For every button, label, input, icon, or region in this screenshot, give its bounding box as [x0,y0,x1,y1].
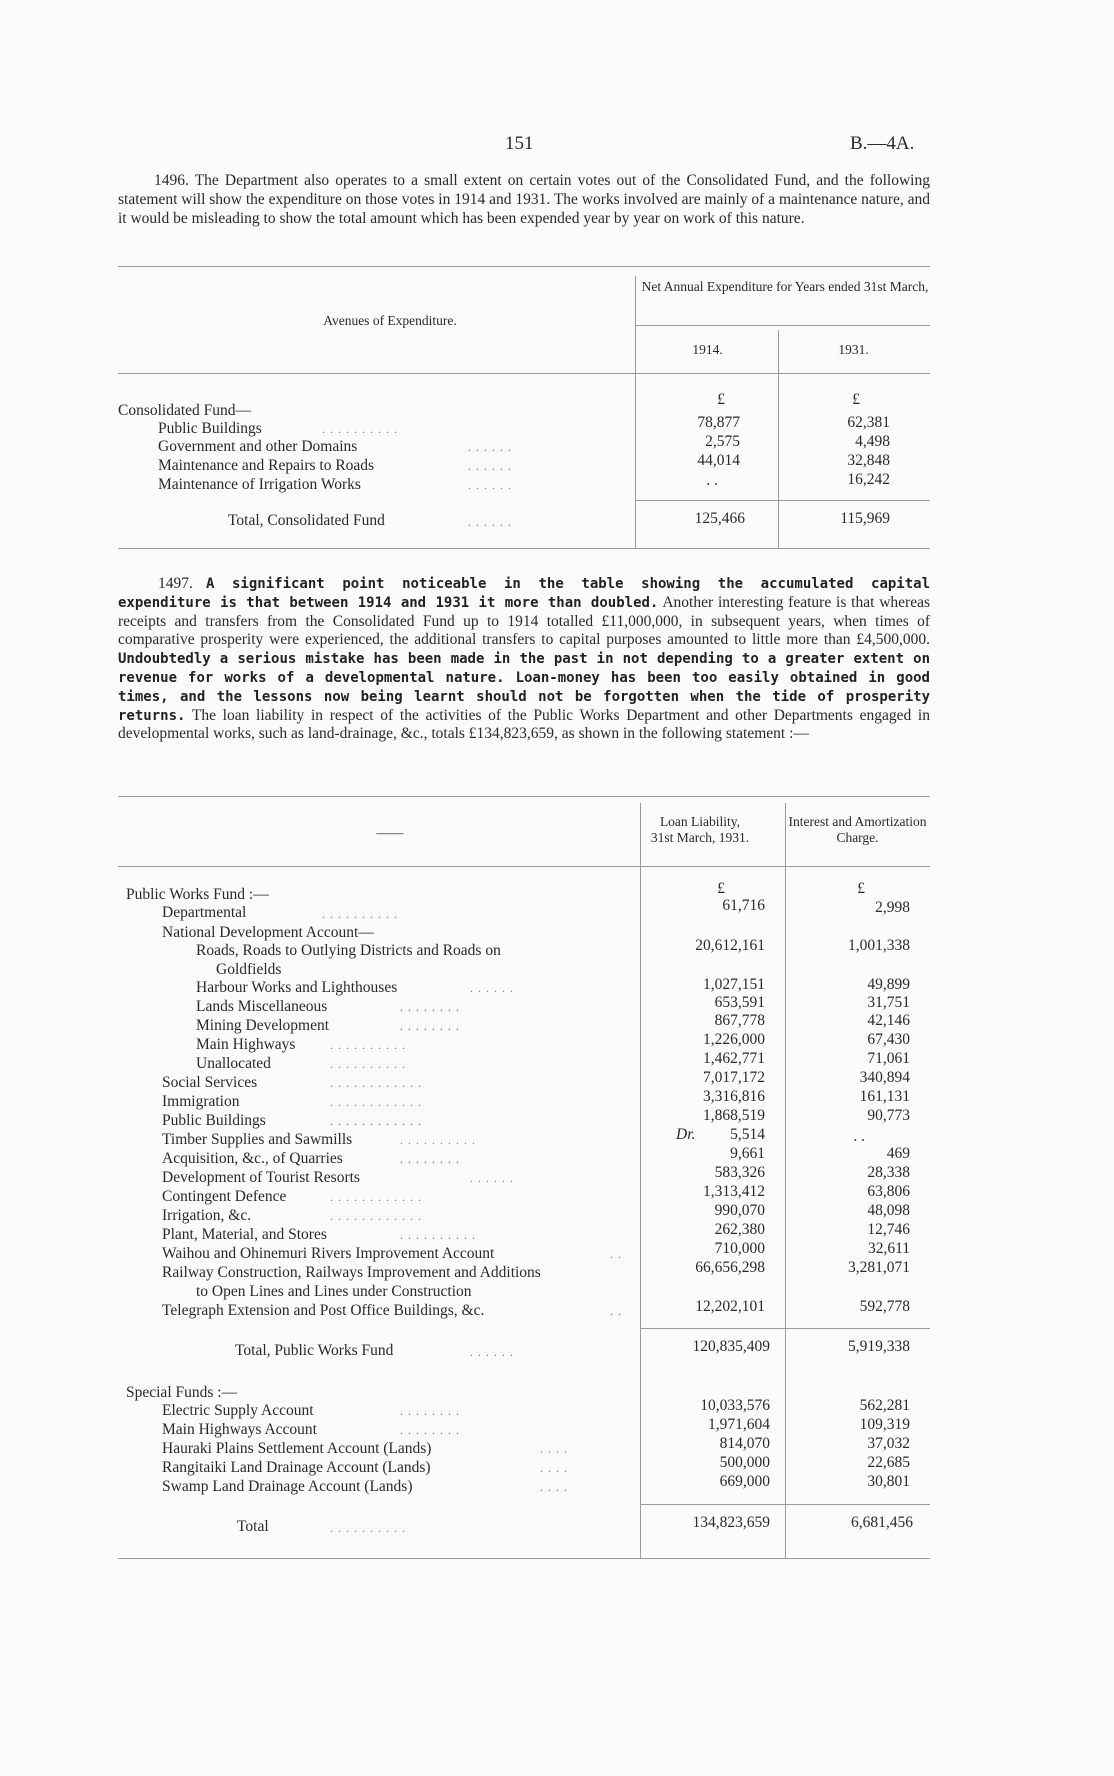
leader-dots: . . . . . . . . . . [330,1057,406,1071]
loan-value: 1,462,771 [703,1050,765,1067]
leader-dots: . . . . . . . . . . [400,1133,476,1147]
table1-group-header: Net Annual Expenditure for Years ended 31st March, [641,279,929,294]
leader-dots: . . . . . . . . [400,1019,460,1033]
interest-value: 12,746 [867,1221,910,1238]
loan-value: 7,017,172 [703,1069,765,1086]
row-label: Acquisition, &c., of Quarries [162,1150,343,1167]
value-1931: 4,498 [855,433,890,450]
leader-dots: . . [610,1304,622,1318]
row-label: Electric Supply Account [162,1402,314,1419]
table2-divider-1 [640,803,641,1558]
body-text: Another interesting feature is that whereas receipts and transfers from the Consolidated Fund up to 1914 totalled £11,000,000, in subsequent years, when times of comparative prosperity were experienced, the additional transfers to capital purposes amounted to little more than £4,500,000. [118,593,930,649]
value-1914: 44,014 [697,452,740,469]
leader-dots: . . . . . . [470,1345,514,1359]
paragraph-1496: 1496. The Department also operates to a small extent on certain votes out of the Consolidated Fund, and the following statement will show the expenditure on those votes in 1914 and 1931. The works involved are mainly of a maintenance nature, and it would be misleading to show the total amount which has been expended year by year on work of this nature. [118,172,930,227]
table1-header-rule [118,373,930,374]
interest-value: 1,001,338 [848,937,910,954]
table2-col-loan: Loan Liability, 31st March, 1931. [650,814,750,845]
interest-value: 71,061 [867,1050,910,1067]
leader-dots: . . . . [540,1442,568,1456]
row-label: Main Highways [196,1036,296,1053]
leader-dots: . . . . . . . . . . [322,907,398,921]
loan-value: 66,656,298 [695,1259,765,1276]
value-1914: . . [706,472,718,489]
leader-dots: . . . . . . [470,1171,514,1185]
leader-dots: . . . . . . . . [400,1000,460,1014]
table2-header-rule [118,866,930,867]
row-label-continued: to Open Lines and Lines under Construction [196,1283,472,1300]
body-text: The loan liability in respect of the activities of the Public Works Department and other Departments engaged in developmental works, such as land-drainage, &c., totals £134,823,659, as shown in the following statement :— [118,706,930,743]
table1-divider-2 [778,330,779,548]
row-label: Development of Tourist Resorts [162,1169,360,1186]
page-number: 151 [505,133,534,154]
row-label: Immigration [162,1093,240,1110]
loan-value: 12,202,101 [695,1298,765,1315]
loan-value: 669,000 [719,1473,770,1490]
row-label: Social Services [162,1074,258,1091]
leader-dots: . . . . . . . . . . . . [330,1095,422,1109]
loan-value: 9,661 [730,1145,765,1162]
total-1931: 115,969 [840,510,890,527]
row-label: Hauraki Plains Settlement Account (Lands) [162,1440,432,1457]
pwf-total-interest: 5,919,338 [848,1338,910,1355]
section-consolidated-fund: Consolidated Fund— [118,402,252,419]
loan-value: 710,000 [714,1240,765,1257]
leader-dots: . . . . . . . . . . [322,422,398,436]
leader-dots: . . [610,1247,622,1261]
value-1931: 62,381 [847,414,890,431]
table1-group-rule [635,325,930,326]
currency-interest: £ [857,880,865,897]
loan-value: 1,027,151 [703,976,765,993]
leader-dots: . . . . [540,1480,568,1494]
row-label: Public Buildings [158,420,262,437]
interest-value: 30,801 [867,1473,910,1490]
table1-col-label: Avenues of Expenditure. [323,313,457,328]
row-label: Government and other Domains [158,438,358,455]
loan-value: 814,070 [719,1435,770,1452]
row-label: Timber Supplies and Sawmills [162,1131,353,1148]
row-label: Maintenance of Irrigation Works [158,476,361,493]
interest-value: 562,281 [859,1397,910,1414]
row-label: Plant, Material, and Stores [162,1226,327,1243]
row-label: Unallocated [196,1055,271,1072]
row-label: Contingent Defence [162,1188,287,1205]
leader-dots: . . . . . . [470,981,514,995]
loan-value: 3,316,816 [703,1088,765,1105]
total-1914: 125,466 [694,510,745,527]
pwf-total-loan: 120,835,409 [692,1338,770,1355]
section-public-works-fund: Public Works Fund :— [126,886,269,903]
row-label: Railway Construction, Railways Improvement and Additions [162,1264,541,1281]
paragraph-1497 [118,575,930,744]
interest-value: 109,319 [859,1416,910,1433]
interest-value: 22,685 [867,1454,910,1471]
pwf-total-rule [640,1328,930,1329]
leader-dots: . . . . [540,1461,568,1475]
table1-col-1931: 1931. [838,342,869,357]
table2-col-label: —— [376,825,404,840]
leader-dots: . . . . . . . . [400,1152,460,1166]
loan-value: 867,778 [714,1012,765,1029]
leader-dots: . . . . . . . . [400,1423,460,1437]
row-label: Rangitaiki Land Drainage Account (Lands) [162,1459,431,1476]
interest-value: 2,998 [875,899,910,916]
loan-value: 5,514 [730,1126,765,1143]
loan-value: 583,326 [714,1164,765,1181]
table1-total-rule [635,500,930,501]
leader-dots: . . . . . . . . . . . . [330,1190,422,1204]
row-label: Roads, Roads to Outlying Districts and Roads on [196,942,501,959]
interest-value: 42,146 [867,1012,910,1029]
interest-value: 469 [886,1145,910,1162]
loan-value: 1,226,000 [703,1031,765,1048]
value-1931: 32,848 [847,452,890,469]
table1-top-rule [118,266,930,267]
leader-dots: . . . . . . . . . . [330,1038,406,1052]
interest-value: 67,430 [867,1031,910,1048]
grand-total-loan: 134,823,659 [692,1514,770,1531]
table2-bottom-rule [118,1558,930,1559]
loan-value: 1,971,604 [708,1416,770,1433]
row-label: Public Buildings [162,1112,266,1129]
leader-dots: . . . . . . [468,440,512,454]
table1-bottom-rule [118,548,930,549]
row-label: Irrigation, &c. [162,1207,252,1224]
loan-value: 1,868,519 [703,1107,765,1124]
interest-value: . . [853,1128,865,1145]
row-label: Departmental [162,904,247,921]
grand-total-interest: 6,681,456 [851,1514,913,1531]
leader-dots: . . . . . . . . . . . . [330,1076,422,1090]
table1-divider-1 [635,276,636,548]
loan-value: 653,591 [714,994,765,1011]
interest-value: 31,751 [867,994,910,1011]
value-1914: 2,575 [705,433,740,450]
interest-value: 63,806 [867,1183,910,1200]
interest-value: 37,032 [867,1435,910,1452]
leader-dots: . . . . . . . . [400,1404,460,1418]
row-label: Swamp Land Drainage Account (Lands) [162,1478,413,1495]
grand-total-label: Total [237,1518,269,1535]
interest-value: 32,611 [867,1240,910,1257]
row-label: Mining Development [196,1017,330,1034]
interest-value: 340,894 [859,1069,910,1086]
loan-value: 262,380 [714,1221,765,1238]
row-label-continued: Goldfields [216,961,282,978]
value-1914: 78,877 [697,414,740,431]
row-label: Waihou and Ohinemuri Rivers Improvement Account [162,1245,495,1262]
nda-heading: National Development Account— [162,924,374,941]
table1-col-1914: 1914. [692,342,723,357]
leader-dots: . . . . . . . . . . . . [330,1114,422,1128]
document-reference: B.—4A. [850,133,915,154]
row-label: Lands Miscellaneous [196,998,328,1015]
currency-loan: £ [717,880,725,897]
leader-dots: . . . . . . [468,515,512,529]
table2-top-rule [118,796,930,797]
leader-dots: . . . . . . . . . . [330,1521,406,1535]
leader-dots: . . . . . . [468,459,512,473]
row-label: Main Highways Account [162,1421,317,1438]
interest-value: 90,773 [867,1107,910,1124]
interest-value: 28,338 [867,1164,910,1181]
loan-value: 61,716 [722,897,765,914]
interest-value: 3,281,071 [848,1259,910,1276]
total-label: Total, Consolidated Fund [228,512,385,529]
currency-1914: £ [717,391,725,408]
loan-value: 990,070 [714,1202,765,1219]
debit-prefix: Dr. [676,1126,696,1143]
currency-1931: £ [852,391,860,408]
emphasis-text: Undoubtedly a serious mistake has been made in the past in not depending to a greater extent on revenue for works of a developmental nature. Loan-money has been too easily obtained in good times, and the lessons now being learnt should not be forgotten when the tide of prosperity returns. [118,651,930,724]
value-1931: 16,242 [847,471,890,488]
leader-dots: . . . . . . . . . . [400,1228,476,1242]
loan-value: 500,000 [719,1454,770,1471]
row-label: Telegraph Extension and Post Office Buildings, &c. [162,1302,485,1319]
section-special-funds: Special Funds :— [126,1384,238,1401]
emphasis-text: A significant point noticeable in the table showing the accumulated capital expenditure is that between 1914 and 1931 it more than doubled. [118,576,931,611]
row-label: Maintenance and Repairs to Roads [158,457,375,474]
paragraph-number: 1497. [158,575,193,592]
total-label: Total, Public Works Fund [235,1342,394,1359]
row-label: Harbour Works and Lighthouses [196,979,398,996]
loan-value: 10,033,576 [700,1397,770,1414]
interest-value: 592,778 [859,1298,910,1315]
grand-total-rule [640,1504,930,1505]
interest-value: 161,131 [859,1088,910,1105]
leader-dots: . . . . . . [468,478,512,492]
leader-dots: . . . . . . . . . . . . [330,1209,422,1223]
loan-value: 1,313,412 [703,1183,765,1200]
loan-value: 20,612,161 [695,937,765,954]
interest-value: 49,899 [867,976,910,993]
table2-col-interest: Interest and Amortization Charge. [788,814,927,845]
interest-value: 48,098 [867,1202,910,1219]
